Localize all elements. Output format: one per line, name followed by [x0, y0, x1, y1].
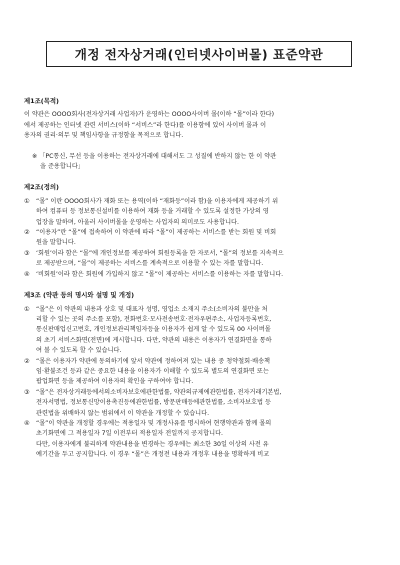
item-number: ① [24, 197, 30, 205]
article-1-note [24, 152, 376, 173]
item-line: ‘회원’이라 함은 “몰”에 개인정보를 제공하여 회원등록을 한 자로서, “몰”의 정보를 지속적으 [36, 249, 284, 257]
article-1-line: 이 약관은 OOOO회사(전자상거래 사업자)가 운영하는 OOOO사이버 몰(이하 “몰”이라 한다) [24, 111, 275, 119]
item-line: 예기간을 두고 공지합니다. 이 경우 “몰”은 개정전 내용과 개정후 내용을 명확하게 비교 [36, 451, 270, 459]
item-line: 관련법을 위배하지 않는 범위에서 이 약관을 개정할 수 있습니다. [36, 409, 210, 417]
note-line: 을 준용합니다」 [40, 163, 85, 171]
item-line: 다만, 이용자에게 불리하게 약관내용을 변경하는 경우에는 최소한 30일 이상의 사전 유 [36, 440, 269, 448]
article-3-item [24, 388, 376, 419]
article-2-item [24, 249, 376, 270]
article-3-heading: 제3조 (약관 등의 명시와 설명 및 개정) [24, 291, 135, 300]
item-number: ① [24, 305, 30, 313]
item-line: “몰” 이란 OOOO회사가 재화 또는 용역(이하 “재화등”이라 함)을 이용자에게 제공하기 위 [36, 197, 279, 205]
item-line: 초기화면에 그 적용일자 7일 이전부터 적용일자 전일까지 공지합니다. [36, 430, 224, 438]
article-2-item [24, 197, 376, 228]
document-title-box [46, 41, 352, 67]
item-number: ④ [24, 419, 30, 427]
item-line: “이용자”란 “몰”에 접속하여 이 약관에 따라 “몰”이 제공하는 서비스를 받는 회원 및 비회 [36, 229, 277, 237]
item-line: “몰”은 전자상거래등에서의소비자보호에관한법률, 약관의규제에관한법률, 전자거래기본법, [36, 388, 282, 396]
item-line: 업장을 말하며, 아울러 사이버몰을 운영하는 사업자의 의미로도 사용합니다. [36, 218, 239, 226]
article-3-item [24, 305, 376, 357]
item-number: ③ [24, 249, 30, 257]
item-line: 여 볼 수 있도록 할 수 있습니다. [36, 347, 122, 355]
item-line: “몰은 이용자가 약관에 동의하기에 앞서 약관에 정하여져 있는 내용 중 청약철회·배송책 [36, 357, 271, 365]
item-line: 원을 말합니다. [36, 239, 76, 247]
article-1-heading: 제1조(목적) [24, 97, 59, 105]
item-line: 리할 수 있는 곳의 주소를 포함), 전화번호·모사전송번호·전자우편주소, 사업자등록번호, [36, 315, 272, 323]
article-1-line: 에서 제공하는 인터넷 관련 서비스(이하 “서비스”라 한다)를 이용함에 있어 사이버 몰과 이 [24, 121, 267, 129]
item-line: 임·환불조건 등과 같은 중요한 내용을 이용자가 이해할 수 있도록 별도의 연결화면 또는 [36, 367, 269, 375]
item-line: 통신판매업신고번호, 개인정보관리책임자등을 이용자가 쉽게 알 수 있도록 00 사이버몰 [36, 326, 271, 334]
article-3-continuation [24, 440, 376, 461]
item-number: ② [24, 357, 30, 365]
item-line: 하여 컴퓨터 등 정보통신설비를 이용하여 재화 등을 거래할 수 있도록 설정한 가상의 영 [36, 208, 269, 216]
article-2-item [24, 270, 376, 280]
item-line: “몰”은 이 약관의 내용과 상호 및 대표자 성명, 영업소 소재지 주소(소비자의 불만을 처 [36, 305, 268, 313]
item-line: ‘비회원’이라 함은 회원에 가입하지 않고 “몰”이 제공하는 서비스를 이용하는 자를 말합니다. [36, 270, 284, 278]
document-title: 개정 전자상거래(인터넷사이버몰) 표준약관 [74, 47, 324, 62]
article-3-item [24, 419, 376, 440]
note-line: ※ 「PC통신, 무선 등을 이용하는 전자상거래에 대해서도 그 성질에 반하지 않는 한 이 약관 [32, 152, 277, 160]
item-number: ② [24, 229, 30, 237]
item-line: 전자서명법, 정보통신망이용촉진등에관한법률, 방문판매등에관한법률, 소비자보호법 등 [36, 399, 271, 407]
item-line: 로 제공받으며, “몰”이 제공하는 서비스를 계속적으로 이용할 수 있는 자를 말합니다. [36, 260, 264, 268]
item-line: “몰”이 약관을 개정할 경우에는 적용일자 및 개정사유를 명시하여 현행약관과 함께 몰의 [36, 419, 272, 427]
item-number: ③ [24, 388, 30, 396]
item-line: 의 초기 서비스화면(전면)에 게시합니다. 다만, 약관의 내용은 이용자가 연결화면을 통하 [36, 336, 272, 344]
item-line: 팝업화면 등을 제공하여 이용자의 확인을 구하여야 합니다. [36, 378, 194, 386]
article-2-item [24, 228, 376, 249]
terms-document [24, 96, 376, 461]
article-2-heading: 제2조(정의) [24, 183, 59, 192]
article-3-item [24, 357, 376, 388]
item-number: ④ [24, 270, 30, 278]
article-1-line: 용자의 권리·의무 및 책임사항을 규정함을 목적으로 합니다. [24, 132, 184, 140]
